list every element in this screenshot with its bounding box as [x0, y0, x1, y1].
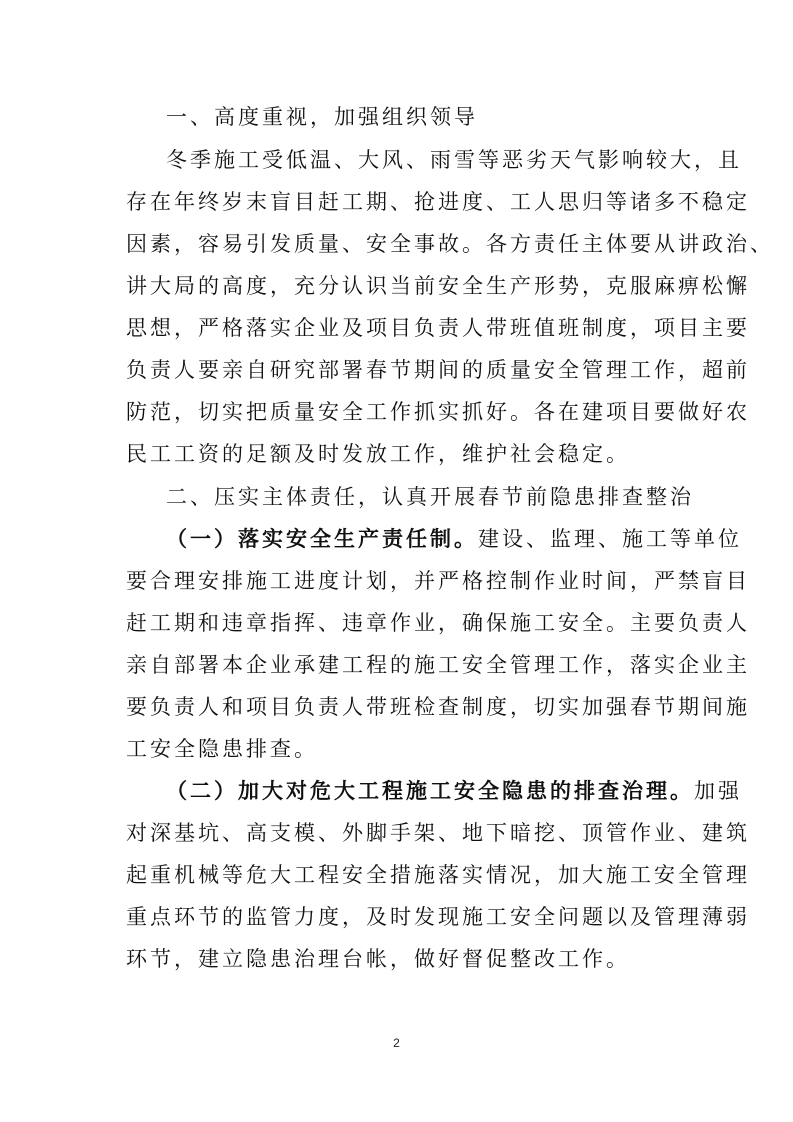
paragraph-line: 环节，建立隐患治理台帐，做好督促整改工作。: [126, 947, 630, 971]
paragraph-line: 因素，容易引发质量、安全事故。各方责任主体要从讲政治、: [126, 232, 774, 256]
item-2-first-line: [166, 776, 742, 806]
item-1-first-line-text: 建设、监理、施工等单位: [478, 527, 742, 551]
paragraph-line: 民工工资的足额及时发放工作，维护社会稳定。: [126, 442, 630, 466]
paragraph-line: 防范，切实把质量安全工作抓实抓好。各在建项目要做好农: [126, 400, 750, 424]
item-1-first-line: [166, 524, 742, 554]
paragraph-line: 思想，严格落实企业及项目负责人带班值班制度，项目主要: [126, 316, 750, 340]
paragraph-line: 讲大局的高度，充分认识当前安全生产形势，克服麻痹松懈: [126, 274, 750, 298]
section-heading-2: 二、压实主体责任，认真开展春节前隐患排查整治: [166, 485, 694, 509]
paragraph-line: 工安全隐患排查。: [126, 737, 318, 761]
paragraph-line: 负责人要亲自研究部署春节期间的质量安全管理工作，超前: [126, 358, 750, 382]
paragraph-line: 要合理安排施工进度计划，并严格控制作业时间，严禁盲目: [126, 569, 750, 593]
paragraph-line: 要负责人和项目负责人带班检查制度，切实加强春节期间施: [126, 695, 750, 719]
item-2-title: （二）加大对危大工程施工安全隐患的排查治理。: [166, 779, 694, 803]
paragraph-line: 起重机械等危大工程安全措施落实情况，加大施工安全管理: [126, 863, 750, 887]
page-number: 2: [393, 1036, 400, 1050]
paragraph-line: 赶工期和违章指挥、违章作业，确保施工安全。主要负责人: [126, 611, 750, 635]
section-heading-1: 一、高度重视，加强组织领导: [166, 105, 478, 129]
item-2-first-line-text: 加强: [694, 779, 742, 803]
item-1-title: （一）落实安全生产责任制。: [166, 527, 478, 551]
paragraph-line: 存在年终岁末盲目赶工期、抢进度、工人思归等诸多不稳定: [126, 190, 750, 214]
paragraph-line: 亲自部署本企业承建工程的施工安全管理工作，落实企业主: [126, 653, 750, 677]
paragraph-line: 对深基坑、高支模、外脚手架、地下暗挖、顶管作业、建筑: [126, 821, 750, 845]
paragraph-line: 重点环节的监管力度，及时发现施工安全问题以及管理薄弱: [126, 905, 750, 929]
paragraph-line: 冬季施工受低温、大风、雨雪等恶劣天气影响较大，且: [166, 148, 742, 172]
